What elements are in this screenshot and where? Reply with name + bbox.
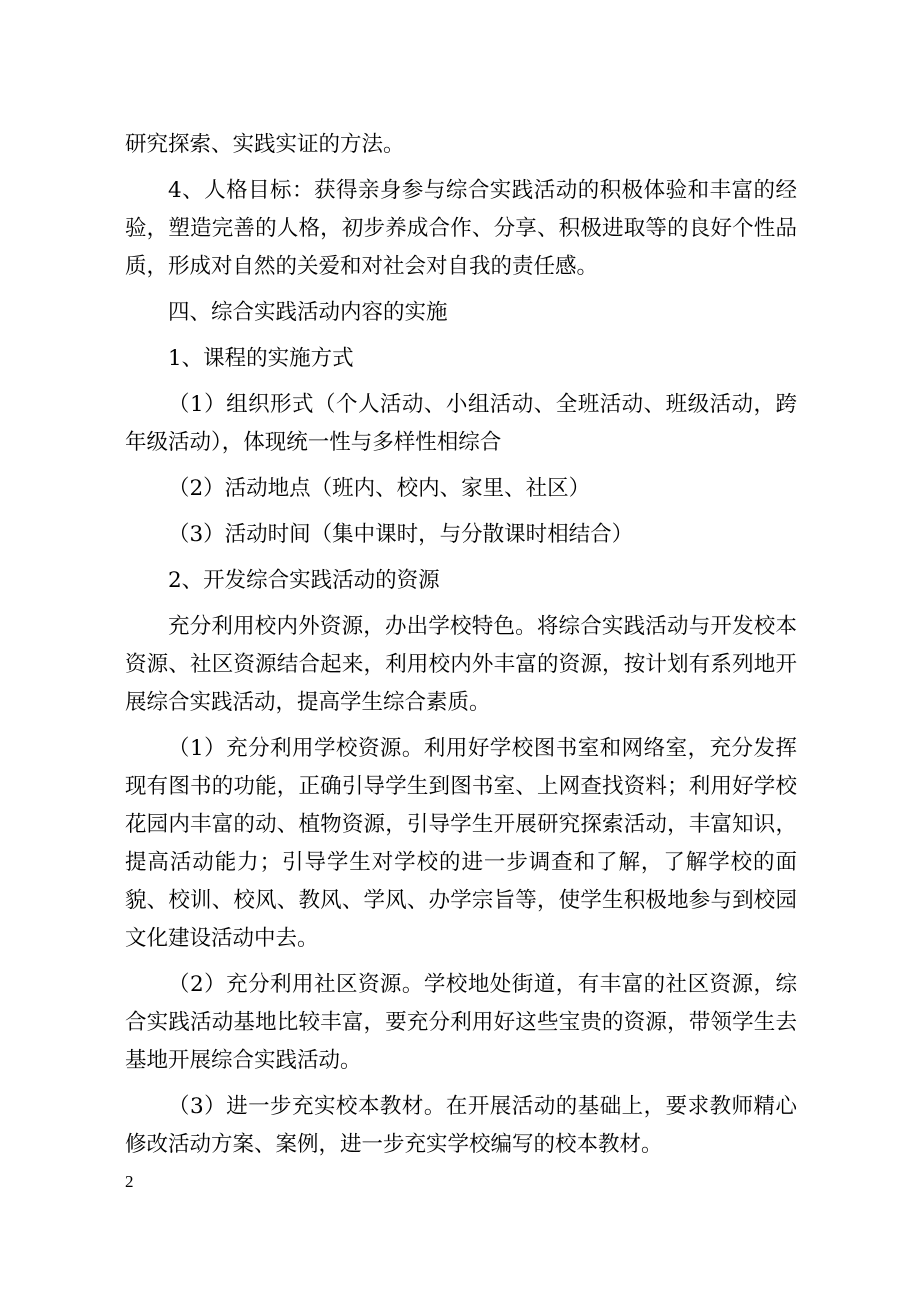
list-item-school-resources: （1）充分利用学校资源。利用好学校图书室和网络室，充分发挥现有图书的功能，正确引导学生到图书室、上网查找资料；利用好学校花园内丰富的动、植物资源，引导学生开展研究探索活动，丰富知识，提高活动能力；引导学生对学校的进一步调查和了解，了解学校的面貌、校训、校风、教风、学风、办学宗旨等，使学生积极地参与到校园文化建设活动中去。 [125,736,797,951]
list-item-community-resources: （2）充分利用社区资源。学校地处街道，有丰富的社区资源，综合实践活动基地比较丰富，要充分利用好这些宝贵的资源，带领学生去基地开展综合实践活动。 [125,972,797,1073]
paragraph-continuation: 研究探索、实践实证的方法。 [125,132,405,157]
subheading-develop-resources: 2、开发综合实践活动的资源 [168,568,440,593]
document-body [125,126,797,1164]
subheading-implementation-method: 1、课程的实施方式 [168,346,354,371]
paragraph-resources-intro: 充分利用校内外资源，办出学校特色。将综合实践活动与开发校本资源、社区资源结合起来，利用校内外丰富的资源，按计划有系列地开展综合实践活动，提高学生综合素质。 [125,614,797,715]
paragraph-personality-goal: 4、人格目标：获得亲身参与综合实践活动的积极体验和丰富的经验，塑造完善的人格，初步养成合作、分享、积极进取等的良好个性品质，形成对自然的关爱和对社会对自我的责任感。 [125,178,797,279]
section-heading-implementation: 四、综合实践活动内容的实施 [168,300,448,325]
page-number: 2 [125,1172,134,1191]
list-item-activity-time: （3）活动时间（集中课时，与分散课时相结合） [168,522,634,547]
list-item-school-textbooks: （3）进一步充实校本教材。在开展活动的基础上，要求教师精心修改活动方案、案例，进一步充实学校编写的校本教材。 [125,1094,797,1157]
list-item-organization-form: （1）组织形式（个人活动、小组活动、全班活动、班级活动，跨年级活动），体现统一性与多样性相综合 [125,392,797,455]
list-item-activity-location: （2）活动地点（班内、校内、家里、社区） [168,476,591,501]
